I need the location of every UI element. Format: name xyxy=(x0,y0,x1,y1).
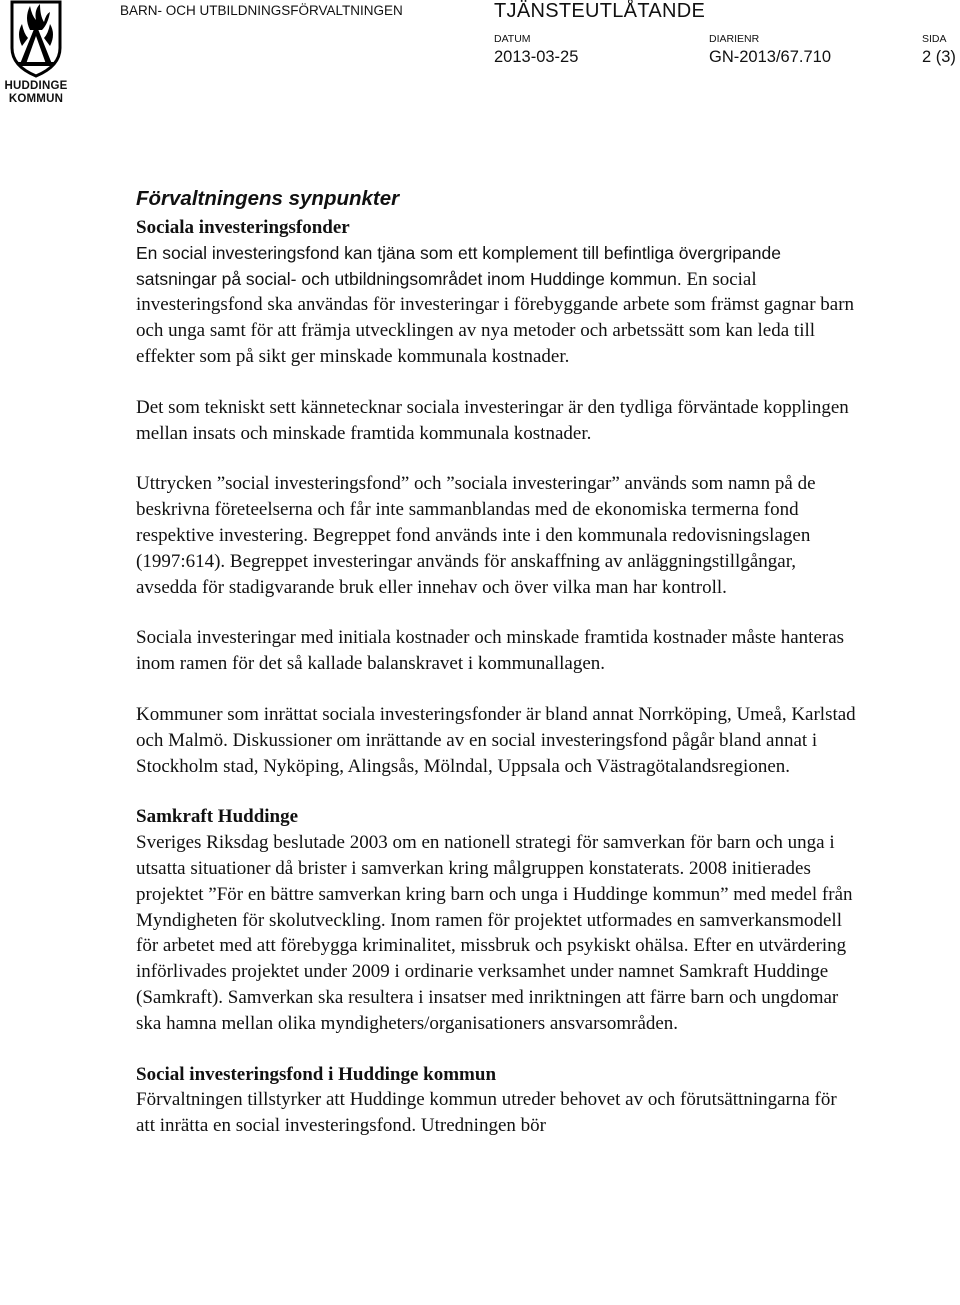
municipality-logo xyxy=(0,0,72,110)
section-heading: Förvaltningens synpunkter xyxy=(136,187,400,210)
date-value: 2013-03-25 xyxy=(494,48,579,66)
document-type: TJÄNSTEUTLÅTANDE xyxy=(494,0,706,22)
logo-text-line2: KOMMUN xyxy=(8,92,64,105)
diarienr-value: GN-2013/67.710 xyxy=(709,48,832,66)
paragraph: Det som tekniskt sett kännetecknar sociala investeringar är den tydliga förväntade kopplingen mellan insats och minskade framtida kommunala kostnader. xyxy=(136,396,849,444)
paragraph xyxy=(136,241,856,370)
coat-of-arms-icon xyxy=(0,0,72,80)
document-body xyxy=(136,185,856,1139)
paragraph: Kommuner som inrättat sociala investeringsfonder är bland annat Norrköping, Umeå, Karlstad och Malmö. Diskussioner om inrättande av en social investeringsfond pågår bland annat i Stockholm stad, Nyköping, Alingsås, Mölndal, Uppsala och Västragötalandsregionen. xyxy=(136,703,856,777)
paragraph-serif-part: En social investeringsfond ska användas för investeringar i förebyggande arbete som främst gagnar barn och unga samt för att främja utvecklingen av nya metoder och arbetssätt som kan leda till effekter som på sikt ger minskade kommunala kostnader. xyxy=(136,268,855,367)
organization-name: BARN- OCH UTBILDNINGSFÖRVALTNINGEN xyxy=(120,3,403,18)
page-number: 2 (3) xyxy=(922,48,956,66)
date-label: DATUM xyxy=(494,33,531,45)
paragraph-sans-part: En social investeringsfond kan tjäna som ett komplement till befintliga övergripande satsningar på social- och utbildningsområdet inom Huddinge kommun. xyxy=(136,242,781,289)
logo-text-line1: HUDDINGE xyxy=(4,80,68,92)
logo-wordmark xyxy=(0,80,72,105)
paragraph: Förvaltningen tillstyrker att Huddinge kommun utreder behovet av och förutsättningarna för att inrätta en social investeringsfond. Utredningen bör xyxy=(136,1089,837,1137)
subsection-title-samkraft: Samkraft Huddinge xyxy=(136,806,299,828)
paragraph: Uttrycken ”social investeringsfond” och ”sociala investeringar” används som namn på de beskrivna företeelserna och får inte sammanblandas med de ekonomiska termerna fond respektive investering. Begreppet fond används inte i den kommunala redovisningslagen (1997:614). Begreppet investeringar används för anskaffning av anläggningstillgångar, avsedda för stadigvarande bruk eller innehav och över vilka man har kontroll. xyxy=(136,473,816,598)
subsection-title-social-investment-funds: Sociala investeringsfonder xyxy=(136,217,350,238)
diarienr-label: DIARIENR xyxy=(709,33,760,45)
paragraph: Sveriges Riksdag beslutade 2003 om en nationell strategi för samverkan för barn och unga i utsatta situationer då brister i samverkan kring målgruppen konstaterats. 2008 initierades projektet ”För en bättre samverkan kring barn och unga i Huddinge kommun” med medel från Myndigheten för skolutveckling. Inom ramen för projektet utformades en samverkansmodell för arbetet med att förebygga kriminalitet, missbruk och psykiskt ohälsa. Efter en utvärdering införlivades projektet under 2009 i ordinarie verksamhet under namnet Samkraft Huddinge (Samkraft). Samverkan ska resultera i insatser med inriktningen att färre barn och ungdomar ska hamna mellan olika myndigheters/organisationers ansvarsområden. xyxy=(136,832,853,1034)
page-label: SIDA xyxy=(922,33,947,45)
subsection-title-social-fund-huddinge: Social investeringsfond i Huddinge kommun xyxy=(136,1063,497,1085)
paragraph: Sociala investeringar med initiala kostnader och minskade framtida kostnader måste hanteras inom ramen för det så kallade balanskravet i kommunallagen. xyxy=(136,627,845,675)
